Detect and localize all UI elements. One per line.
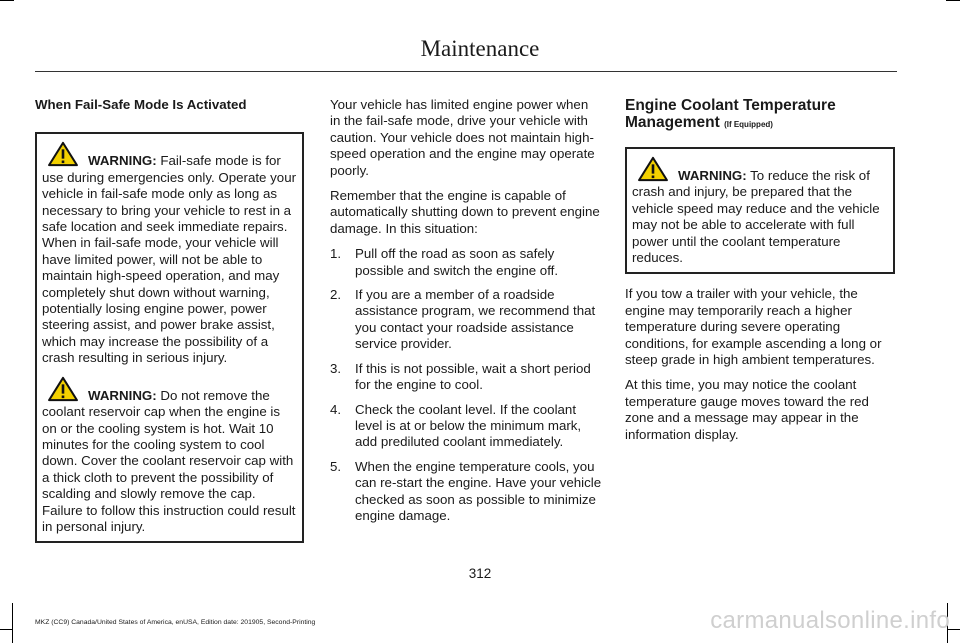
warning-box xyxy=(35,132,304,543)
step-number: 3. xyxy=(330,360,342,376)
step-number: 2. xyxy=(330,287,342,303)
step-number: 4. xyxy=(330,401,342,417)
right-column xyxy=(625,97,895,452)
section-title-text: Engine Coolant Temperature Management xyxy=(625,97,836,131)
crop-mark xyxy=(0,629,13,630)
warning-label: WARNING: xyxy=(88,153,157,169)
list-item xyxy=(330,361,602,394)
warning-label: WARNING: xyxy=(88,387,157,403)
section-title xyxy=(625,97,895,133)
page-title: Maintenance xyxy=(420,36,540,61)
crop-mark xyxy=(0,0,14,1)
middle-column xyxy=(330,97,602,532)
page-number: 312 xyxy=(468,566,492,581)
warning-text: To reduce the risk of crash and injury, be prepared that the vehicle speed may reduce and the vehicle may not be able to accelerate with full power until the coolant temperature reduces. xyxy=(632,168,880,266)
warning-box xyxy=(625,147,895,274)
crop-mark xyxy=(12,603,13,643)
left-column xyxy=(35,97,304,543)
paragraph: If you tow a trailer with your vehicle, the engine may temporarily reach a higher temperature during severe operating conditions, for example ascending a long or steep grade in high ambient temperatures. xyxy=(625,286,882,368)
warning-item xyxy=(42,376,297,536)
warning-triangle-icon xyxy=(636,156,670,182)
step-text: Check the coolant level. If the coolant level is at or below the minimum mark, add prediluted coolant immediately. xyxy=(355,401,582,450)
step-text: When the engine temperature cools, you can re-start the engine. Have your vehicle checked as soon as possible to minimize engine damage. xyxy=(355,458,602,523)
step-number: 5. xyxy=(330,458,342,474)
warning-item xyxy=(632,156,888,266)
footer-edition: MKZ (CC9) Canada/United States of America, enUSA, Edition date: 201905, Second-Printing xyxy=(35,619,316,626)
step-text: If you are a member of a roadside assistance program, we recommend that you contact your roadside assistance service provider. xyxy=(355,287,596,352)
list-item xyxy=(330,459,602,525)
step-number: 1. xyxy=(330,246,342,262)
step-text: If this is not possible, wait a short period for the engine to cool. xyxy=(355,360,591,393)
warning-label: WARNING: xyxy=(678,168,747,183)
warning-text: Do not remove the coolant reservoir cap when the engine is on or the cooling system is hot. Wait 10 minutes for the cooling system to cool down. Cover the coolant reservoir cap with a thick cloth to prevent the possibility of scalding and slowly remove the cap. Failure to follow this instruction could result in personal injury. xyxy=(42,387,296,534)
paragraph: At this time, you may notice the coolant temperature gauge moves toward the red zone and a message may appear in the information display. xyxy=(625,377,869,442)
warning-triangle-icon xyxy=(46,376,80,402)
list-item xyxy=(330,246,602,279)
watermark: carmanualsonline.info xyxy=(710,607,950,634)
header-rule xyxy=(35,71,897,72)
warning-item xyxy=(42,141,297,366)
warning-triangle-icon xyxy=(46,141,80,167)
subheading: When Fail-Safe Mode Is Activated xyxy=(35,97,247,112)
crop-mark xyxy=(946,0,960,1)
list-item xyxy=(330,402,602,451)
paragraph: Remember that the engine is capable of automatically shutting down to prevent engine damage. In this situation: xyxy=(330,188,600,236)
warning-text: Fail-safe mode is for use during emergencies only. Operate your vehicle in fail-safe mode only as long as necessary to bring your vehicle to rest in a safe location and seek immediate repairs. When in fail-safe mode, your vehicle will have limited power, will not be able to maintain high-speed operation, and may completely shut down without warning, potentially losing engine power, power steering assist, and power brake assist, which may increase the possibility of a crash resulting in serious injury. xyxy=(42,153,297,366)
if-equipped-note: (If Equipped) xyxy=(724,120,773,129)
list-item xyxy=(330,287,602,353)
step-text: Pull off the road as soon as safely possible and switch the engine off. xyxy=(355,246,559,278)
steps-list xyxy=(330,246,602,524)
paragraph: Your vehicle has limited engine power when in the fail-safe mode, drive your vehicle with caution. Your vehicle does not maintain high-speed operation and the engine may operate poorly. xyxy=(330,97,595,178)
